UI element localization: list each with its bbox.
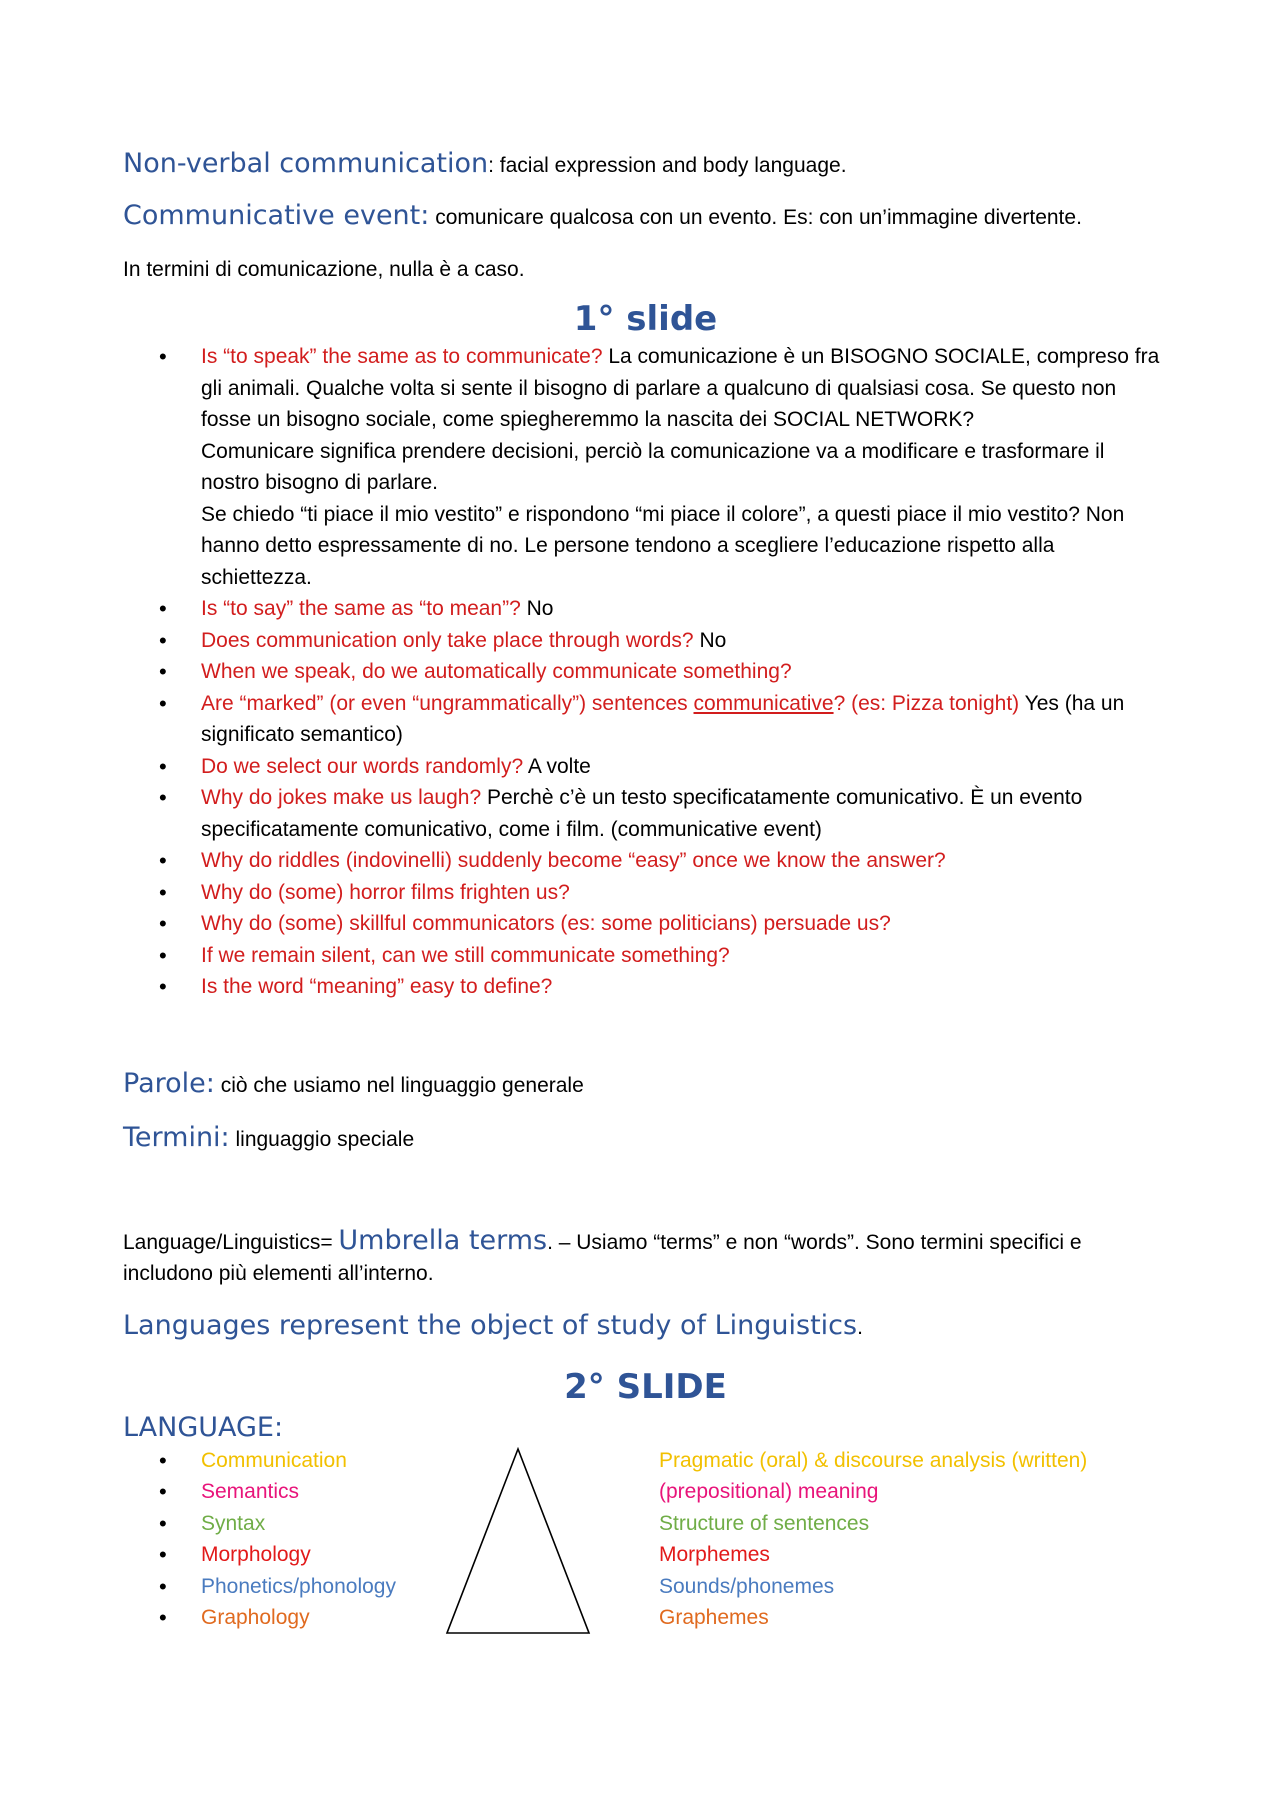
object-dot: .: [857, 1315, 863, 1339]
list-item: [123, 845, 1168, 877]
nonverbal-text: : facial expression and body language.: [488, 154, 847, 177]
layer-description: Pragmatic (oral) & discourse analysis (written): [659, 1448, 1088, 1472]
umbrella-paragraph: [123, 1225, 1168, 1289]
question-text: Is “to say” the same as “to mean”?: [201, 597, 521, 620]
layer-description: Graphemes: [659, 1606, 769, 1629]
umbrella-post: . – Usiamo “terms” e non “words”. Sono termini specifici e includono più elementi all’interno.: [123, 1230, 1082, 1285]
question-text: ? (es: Pizza tonight): [833, 691, 1020, 715]
layer-description: Morphemes: [659, 1543, 770, 1566]
language-heading: LANGUAGE:: [123, 1411, 284, 1443]
list-item: [123, 908, 1168, 940]
question-text: Why do jokes make us laugh?: [201, 786, 482, 809]
list-item: [123, 751, 1168, 783]
answer-text: No: [520, 597, 554, 620]
language-layers: [123, 1445, 1168, 1645]
parole-term: Parole:: [123, 1067, 215, 1099]
layer-label: Graphology: [201, 1606, 310, 1629]
list-item: [123, 656, 1168, 688]
question-text: If we remain silent, can we still communicate something?: [201, 943, 730, 967]
event-paragraph: [123, 200, 1168, 233]
list-item: [123, 971, 1168, 1003]
question-text: Is the word “meaning” easy to define?: [201, 975, 553, 998]
layer-label: Morphology: [201, 1543, 311, 1566]
slide1-title: 1° slide: [573, 299, 718, 339]
umbrella-term: Umbrella terms: [338, 1224, 548, 1256]
question-text: Why do (some) horror films frighten us?: [201, 880, 570, 904]
question-text: When we speak, do we automatically communicate something?: [201, 660, 792, 683]
nonverbal-paragraph: [123, 148, 1168, 181]
answer-text: Comunicare significa prendere decisioni, perciò la comunicazione va a modificare e trasformare il nostro bisogno di parlare.: [201, 439, 1105, 494]
document-content: [123, 148, 1168, 1645]
object-paragraph: [123, 1310, 1168, 1343]
parole-paragraph: [123, 1068, 1168, 1101]
answer-text: A volte: [523, 754, 591, 778]
layer-description: Sounds/phonemes: [659, 1574, 835, 1598]
question-text: Does communication only take place through words?: [201, 628, 694, 652]
list-item: [123, 625, 1168, 657]
question-text: Are “marked” (or even “ungrammatically”) sentences: [201, 691, 694, 715]
layer-descriptions: [659, 1445, 1159, 1634]
layer-label: Communication: [201, 1448, 347, 1472]
slide2-title: 2° SLIDE: [564, 1366, 727, 1407]
layer-description: (prepositional) meaning: [659, 1480, 879, 1503]
event-term: Communicative event:: [123, 200, 430, 231]
answer-text: La comunicazione è un BISOGNO SOCIALE, compreso fra gli animali. Qualche volta si sente il bisogno di parlare a qualcuno di qualsiasi cosa. Se questo non fosse un bisogno sociale, come spiegheremmo la nascita dei SOCIAL NETWORK?: [201, 345, 1160, 431]
layer-label: Syntax: [201, 1511, 266, 1535]
underlined-word: communicative: [693, 691, 834, 715]
layer-label: Semantics: [201, 1480, 300, 1503]
question-text: Is “to speak” the same as to communicate?: [201, 345, 603, 368]
list-item: [123, 877, 1168, 909]
object-text: Languages represent the object of study of Linguistics: [123, 1309, 858, 1341]
umbrella-pre: Language/Linguistics=: [123, 1230, 339, 1254]
answer-text: Perchè c’è un testo specificatamente comunicativo. È un evento specificatamente comunicativo, come i film. (communicative event): [201, 786, 1083, 841]
answer-text: Yes (ha un significato semantico): [201, 691, 1125, 746]
triangle-diagram: [445, 1447, 591, 1635]
list-item: [123, 782, 1168, 845]
list-item: [123, 688, 1168, 751]
layer-description: Structure of sentences: [659, 1511, 870, 1535]
question-text: Why do (some) skillful communicators (es: some politicians) persuade us?: [201, 912, 891, 935]
termini-paragraph: [123, 1122, 1168, 1155]
list-item: [123, 593, 1168, 625]
random-paragraph: In termini di comunicazione, nulla è a caso.: [123, 258, 525, 281]
event-text: comunicare qualcosa con un evento. Es: con un’immagine divertente.: [429, 206, 1082, 229]
nonverbal-term: Non-verbal communication: [123, 148, 489, 179]
parole-text: ciò che usiamo nel linguaggio generale: [214, 1073, 584, 1097]
slide1-question-list: [123, 341, 1168, 1003]
answer-text: No: [693, 628, 727, 652]
termini-term: Termini:: [123, 1121, 230, 1153]
question-text: Do we select our words randomly?: [201, 754, 524, 778]
layer-label: Phonetics/phonology: [201, 1574, 396, 1598]
list-item: [123, 341, 1168, 593]
termini-text: linguaggio speciale: [229, 1127, 415, 1151]
answer-text: Se chiedo “ti piace il mio vestito” e rispondono “mi piace il colore”, a questi piace il mio vestito? Non hanno detto espressamente di no. Le persone tendono a scegliere l’educazione rispetto alla schiettezza.: [201, 502, 1125, 589]
list-item: [123, 940, 1168, 972]
question-text: Why do riddles (indovinelli) suddenly become “easy” once we know the answer?: [201, 849, 946, 872]
